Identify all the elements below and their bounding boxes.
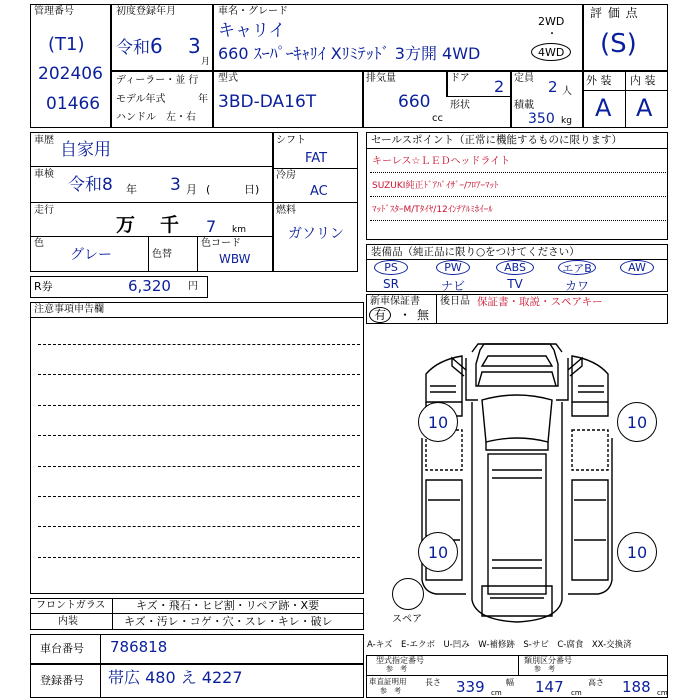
drive-4wd: 4WD xyxy=(538,46,565,59)
tire-spare xyxy=(392,578,424,610)
inspection-month: 3 xyxy=(170,175,181,195)
warranty-dot: ・ xyxy=(399,308,412,322)
doors-value: 2 xyxy=(494,77,505,96)
equip-leather: カワ xyxy=(564,279,589,293)
capacity-label: 定員 xyxy=(514,73,534,84)
mileage-value: 7 xyxy=(206,217,217,236)
header-grid xyxy=(30,4,668,128)
mileage-man: 万 xyxy=(116,214,136,236)
class-sub: 参 考 xyxy=(534,665,555,673)
tire-front-right: 10 xyxy=(617,402,657,442)
drive-dot: ・ xyxy=(547,29,557,40)
color-value: グレー xyxy=(70,247,112,263)
car-grade: 660 ｽｰﾊﾟｰｷｬﾘｲ Xﾘﾐﾃｯﾄﾞ 3方開 4WD xyxy=(218,44,481,63)
equip-airbag: エアB xyxy=(558,260,596,275)
reg-month-unit: 月 xyxy=(201,57,211,67)
car-label: 車名・グレード xyxy=(218,6,288,17)
displacement-unit: cc xyxy=(432,113,443,124)
reg-era: 令和 xyxy=(116,38,150,58)
plate-label: 登録番号 xyxy=(40,674,84,687)
tire-rear-left: 10 xyxy=(418,532,458,572)
shift-value: FAT xyxy=(305,151,328,166)
inspection-close: 日) xyxy=(244,183,260,196)
inspection-label: 車検 xyxy=(34,169,54,180)
sales-label: セールスポイント（正常に機能するものに限ります） xyxy=(371,134,623,146)
inspection-month-unit: 月 xyxy=(186,183,197,196)
capacity-unit: 人 xyxy=(562,86,572,97)
model-label: 型式 xyxy=(218,73,238,84)
color-code: WBW xyxy=(219,252,251,266)
aircon-value: AC xyxy=(310,184,328,199)
width-value: 147 xyxy=(535,678,564,696)
car-name: キャリイ xyxy=(218,21,286,41)
mgmt-code: (T1) xyxy=(48,34,85,55)
repaint-label: 色替 xyxy=(152,249,172,260)
height-unit: cm xyxy=(657,689,668,697)
tire-front-left: 10 xyxy=(418,402,458,442)
tire-rear-right: 10 xyxy=(617,532,657,572)
int-label: 内 装 xyxy=(630,74,656,87)
score-label: 評 価 点 xyxy=(590,6,639,20)
history-value: 自家用 xyxy=(60,140,111,160)
model-year-label: モデル年式 xyxy=(116,94,166,105)
shift-label: シフト xyxy=(276,135,306,146)
interior-label: 内装 xyxy=(58,616,78,627)
score-value: (S) xyxy=(600,29,637,59)
mgmt-num1: 202406 xyxy=(38,64,103,84)
equip-aw: AW xyxy=(620,260,654,275)
mgmt-num2: 01466 xyxy=(46,94,101,114)
mileage-sen: 千 xyxy=(160,214,180,236)
mileage-unit: km xyxy=(232,225,246,235)
history-label: 車歴 xyxy=(34,135,54,146)
warranty-label: 新車保証書 xyxy=(370,296,420,307)
equip-abs: ABS xyxy=(496,260,534,275)
ext-label: 外 装 xyxy=(586,74,612,87)
displacement-value: 660 xyxy=(398,92,431,112)
equip-pw: PW xyxy=(436,260,470,275)
length-label: 長さ xyxy=(425,678,441,687)
interior-value: キズ・汚レ・コゲ・穴・スレ・キレ・破レ xyxy=(124,615,333,628)
mileage-label: 走行 xyxy=(34,205,54,216)
equip-navi: ナビ xyxy=(440,279,465,293)
equip-label: 装備品（純正品に限り○をつけてください） xyxy=(371,246,580,258)
type-sub: 参 考 xyxy=(386,665,407,673)
length-value: 339 xyxy=(456,678,485,696)
sales-point-1: キーレス☆ＬＥＤヘッドライト xyxy=(372,156,511,167)
class-label: 類別区分番号 xyxy=(524,656,572,665)
inspection-year-unit: 年 xyxy=(126,183,137,196)
recycle-unit: 円 xyxy=(188,281,198,292)
color-code-label: 色コード xyxy=(201,238,241,249)
warranty-no: 無 xyxy=(417,308,430,322)
aircon-label: 冷房 xyxy=(276,170,296,181)
capacity-value: 2 xyxy=(548,78,558,96)
model-year-unit: 年 xyxy=(198,94,208,105)
int-value: A xyxy=(636,94,653,122)
chassis-value: 786818 xyxy=(110,638,168,656)
model-value: 3BD-DA16T xyxy=(218,92,317,112)
height-value: 188 xyxy=(622,678,651,696)
after-label: 後日品 xyxy=(440,296,470,307)
height-label: 高さ xyxy=(588,678,604,687)
width-label: 幅 xyxy=(506,678,514,687)
notes-label: 注意事項申告欄 xyxy=(34,304,104,315)
length-unit: cm xyxy=(491,689,502,697)
inspection-open: ( xyxy=(206,183,211,196)
displacement-label: 排気量 xyxy=(366,73,396,84)
recycle-label: R券 xyxy=(34,280,53,293)
handle-label: ハンドル 左・右 xyxy=(116,112,196,123)
fuel-label: 燃料 xyxy=(276,205,296,216)
plate-value: 帯広 480 え 4227 xyxy=(108,668,243,687)
reg-label: 初度登録年月 xyxy=(116,6,176,17)
spare-label: スペア xyxy=(392,614,422,625)
recycle-box xyxy=(30,276,208,298)
warranty-yes: 有 xyxy=(374,308,387,322)
inspection-era: 令和8 xyxy=(68,175,113,195)
glass-label: フロントガラス xyxy=(36,600,106,611)
drive-2wd: 2WD xyxy=(538,15,565,28)
ext-value: A xyxy=(595,94,612,122)
mgmt-label: 管理番号 xyxy=(34,6,74,17)
size-sub: 参 考 xyxy=(380,687,401,695)
notes-box xyxy=(30,302,364,594)
glass-value: キズ・飛石・ヒビ割・リペア跡・X要 xyxy=(136,599,320,612)
sales-point-2: SUZUKI純正ﾄﾞｱﾊﾞｲｻﾞｰ/ﾌﾛｱｰﾏｯﾄ xyxy=(372,181,499,191)
damage-legend: A-キズ E-エクボ U-凹み W-補修跡 S-サビ C-腐食 XX-交換済 xyxy=(367,640,632,650)
load-label: 積載 xyxy=(514,100,534,111)
equip-ps: PS xyxy=(374,260,408,275)
reg-month: 3 xyxy=(188,34,201,58)
recycle-value: 6,320 xyxy=(128,277,171,295)
equip-tv: TV xyxy=(507,277,523,291)
reg-year: 6 xyxy=(150,34,163,58)
load-value: 350 xyxy=(528,111,555,127)
doors-label: ドア xyxy=(450,73,470,84)
after-value: 保証書・取説・スペアキー xyxy=(477,296,603,308)
fuel-value: ガソリン xyxy=(288,226,344,242)
shape-label: 形状 xyxy=(450,100,470,111)
dealer-label: ディーラー・並 行 xyxy=(116,75,199,86)
size-label: 車直証明用 xyxy=(369,677,407,686)
width-unit: cm xyxy=(571,689,582,697)
load-unit: kg xyxy=(561,116,572,126)
chassis-label: 車台番号 xyxy=(40,642,84,655)
color-label: 色 xyxy=(34,238,44,249)
sales-point-3: ﾏｯﾄﾞｽﾀｰM/Tﾀｲﾔ/12ｲﾝﾁｱﾙﾐﾎｲｰﾙ xyxy=(372,205,493,215)
equip-sr: SR xyxy=(383,277,399,291)
type-label: 型式指定番号 xyxy=(376,656,424,665)
